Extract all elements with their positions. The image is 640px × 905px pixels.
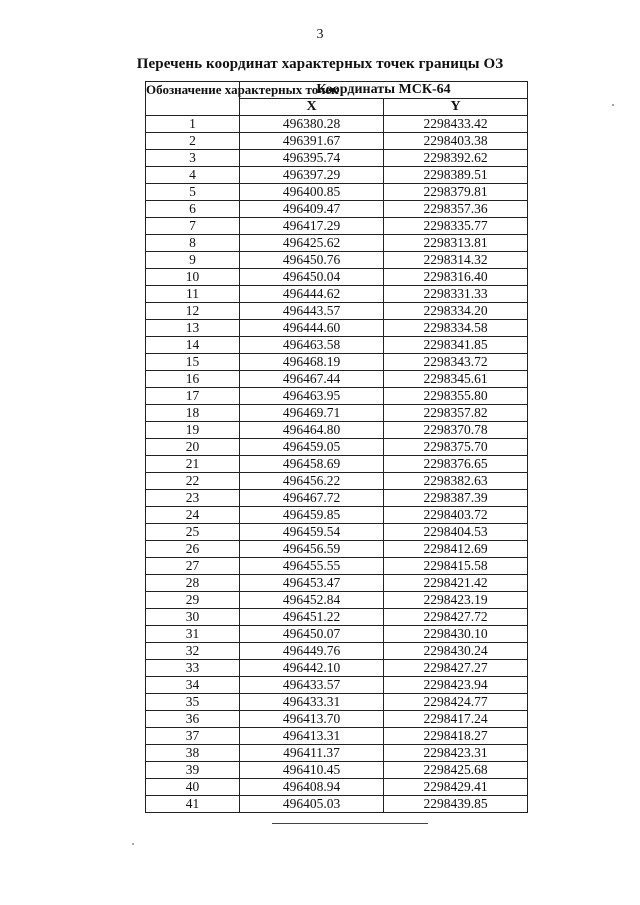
x-coordinate-cell: 496391.67	[240, 133, 384, 150]
y-coordinate-cell: 2298430.10	[384, 626, 528, 643]
y-coordinate-cell: 2298334.58	[384, 320, 528, 337]
point-number-cell: 19	[146, 422, 240, 439]
table-row	[146, 575, 528, 592]
table-row	[146, 371, 528, 388]
y-coordinate-cell: 2298392.62	[384, 150, 528, 167]
x-coordinate-cell: 496456.22	[240, 473, 384, 490]
y-coordinate-cell: 2298424.77	[384, 694, 528, 711]
table-row	[146, 694, 528, 711]
point-number-cell: 27	[146, 558, 240, 575]
point-number-cell: 40	[146, 779, 240, 796]
y-coordinate-cell: 2298341.85	[384, 337, 528, 354]
y-coordinate-cell: 2298387.39	[384, 490, 528, 507]
x-coordinate-cell: 496408.94	[240, 779, 384, 796]
point-number-cell: 11	[146, 286, 240, 303]
point-number-cell: 35	[146, 694, 240, 711]
table-row	[146, 473, 528, 490]
x-coordinate-cell: 496444.60	[240, 320, 384, 337]
y-coordinate-cell: 2298382.63	[384, 473, 528, 490]
y-column-header: Y	[384, 99, 528, 116]
point-number-cell: 18	[146, 405, 240, 422]
point-number-cell: 33	[146, 660, 240, 677]
y-coordinate-cell: 2298379.81	[384, 184, 528, 201]
y-coordinate-cell: 2298316.40	[384, 269, 528, 286]
point-number-cell: 21	[146, 456, 240, 473]
point-number-cell: 5	[146, 184, 240, 201]
y-coordinate-cell: 2298415.58	[384, 558, 528, 575]
y-coordinate-cell: 2298418.27	[384, 728, 528, 745]
table-row	[146, 558, 528, 575]
x-coordinate-cell: 496443.57	[240, 303, 384, 320]
table-row	[146, 609, 528, 626]
y-coordinate-cell: 2298427.72	[384, 609, 528, 626]
table-row	[146, 388, 528, 405]
point-number-cell: 17	[146, 388, 240, 405]
point-number-cell: 25	[146, 524, 240, 541]
table-row	[146, 286, 528, 303]
y-coordinate-cell: 2298355.80	[384, 388, 528, 405]
x-column-header: X	[240, 99, 384, 116]
table-row	[146, 133, 528, 150]
y-coordinate-cell: 2298412.69	[384, 541, 528, 558]
x-coordinate-cell: 496458.69	[240, 456, 384, 473]
point-number-cell: 1	[146, 116, 240, 133]
point-number-cell: 2	[146, 133, 240, 150]
table-row	[146, 643, 528, 660]
x-coordinate-cell: 496452.84	[240, 592, 384, 609]
x-coordinate-cell: 496425.62	[240, 235, 384, 252]
x-coordinate-cell: 496463.58	[240, 337, 384, 354]
table-row	[146, 320, 528, 337]
table-row	[146, 201, 528, 218]
x-coordinate-cell: 496450.07	[240, 626, 384, 643]
y-coordinate-cell: 2298345.61	[384, 371, 528, 388]
x-coordinate-cell: 496450.04	[240, 269, 384, 286]
point-number-cell: 29	[146, 592, 240, 609]
point-number-cell: 4	[146, 167, 240, 184]
table-row	[146, 184, 528, 201]
table-row	[146, 711, 528, 728]
point-number-cell: 34	[146, 677, 240, 694]
table-row	[146, 762, 528, 779]
y-coordinate-cell: 2298430.24	[384, 643, 528, 660]
point-number-cell: 30	[146, 609, 240, 626]
table-row	[146, 303, 528, 320]
point-number-cell: 8	[146, 235, 240, 252]
x-coordinate-cell: 496468.19	[240, 354, 384, 371]
y-coordinate-cell: 2298429.41	[384, 779, 528, 796]
scan-speck	[612, 104, 614, 106]
table-row	[146, 677, 528, 694]
table-row	[146, 269, 528, 286]
x-coordinate-cell: 496409.47	[240, 201, 384, 218]
table-row	[146, 779, 528, 796]
table-row	[146, 218, 528, 235]
x-coordinate-cell: 496400.85	[240, 184, 384, 201]
x-coordinate-cell: 496411.37	[240, 745, 384, 762]
x-coordinate-cell: 496433.31	[240, 694, 384, 711]
table-row	[146, 660, 528, 677]
coords-system-header: Координаты МСК-64	[240, 82, 528, 99]
table-row	[146, 167, 528, 184]
x-coordinate-cell: 496459.05	[240, 439, 384, 456]
scan-speck	[132, 843, 134, 845]
page-number: 3	[316, 27, 324, 42]
y-coordinate-cell: 2298343.72	[384, 354, 528, 371]
coordinates-table	[145, 81, 528, 813]
x-coordinate-cell: 496413.31	[240, 728, 384, 745]
x-coordinate-cell: 496442.10	[240, 660, 384, 677]
x-coordinate-cell: 496467.72	[240, 490, 384, 507]
table-row	[146, 626, 528, 643]
point-number-cell: 3	[146, 150, 240, 167]
table-row	[146, 337, 528, 354]
table-row	[146, 524, 528, 541]
point-number-cell: 24	[146, 507, 240, 524]
x-coordinate-cell: 496410.45	[240, 762, 384, 779]
y-coordinate-cell: 2298403.72	[384, 507, 528, 524]
point-number-cell: 7	[146, 218, 240, 235]
point-number-cell: 14	[146, 337, 240, 354]
point-number-cell: 10	[146, 269, 240, 286]
table-row	[146, 252, 528, 269]
table-row	[146, 456, 528, 473]
y-coordinate-cell: 2298313.81	[384, 235, 528, 252]
y-coordinate-cell: 2298423.19	[384, 592, 528, 609]
y-coordinate-cell: 2298357.82	[384, 405, 528, 422]
y-coordinate-cell: 2298389.51	[384, 167, 528, 184]
x-coordinate-cell: 496459.85	[240, 507, 384, 524]
y-coordinate-cell: 2298417.24	[384, 711, 528, 728]
point-number-cell: 26	[146, 541, 240, 558]
x-coordinate-cell: 496455.55	[240, 558, 384, 575]
point-number-cell: 22	[146, 473, 240, 490]
x-coordinate-cell: 496395.74	[240, 150, 384, 167]
x-coordinate-cell: 496451.22	[240, 609, 384, 626]
point-number-cell: 16	[146, 371, 240, 388]
table-row	[146, 592, 528, 609]
point-number-cell: 32	[146, 643, 240, 660]
y-coordinate-cell: 2298421.42	[384, 575, 528, 592]
x-coordinate-cell: 496405.03	[240, 796, 384, 813]
table-row	[146, 405, 528, 422]
table-row	[146, 150, 528, 167]
y-coordinate-cell: 2298375.70	[384, 439, 528, 456]
point-number-cell: 9	[146, 252, 240, 269]
table-row	[146, 439, 528, 456]
table-row	[146, 745, 528, 762]
x-coordinate-cell: 496444.62	[240, 286, 384, 303]
point-number-cell: 13	[146, 320, 240, 337]
footer-rule	[272, 823, 428, 824]
x-coordinate-cell: 496459.54	[240, 524, 384, 541]
x-coordinate-cell: 496463.95	[240, 388, 384, 405]
y-coordinate-cell: 2298427.27	[384, 660, 528, 677]
point-label-header: Обозначение характерных точек	[146, 82, 240, 116]
y-coordinate-cell: 2298314.32	[384, 252, 528, 269]
point-number-cell: 39	[146, 762, 240, 779]
y-coordinate-cell: 2298403.38	[384, 133, 528, 150]
y-coordinate-cell: 2298334.20	[384, 303, 528, 320]
y-coordinate-cell: 2298433.42	[384, 116, 528, 133]
y-coordinate-cell: 2298335.77	[384, 218, 528, 235]
x-coordinate-cell: 496417.29	[240, 218, 384, 235]
x-coordinate-cell: 496453.47	[240, 575, 384, 592]
y-coordinate-cell: 2298439.85	[384, 796, 528, 813]
table-row	[146, 354, 528, 371]
point-number-cell: 41	[146, 796, 240, 813]
point-number-cell: 20	[146, 439, 240, 456]
y-coordinate-cell: 2298425.68	[384, 762, 528, 779]
table-row	[146, 796, 528, 813]
y-coordinate-cell: 2298357.36	[384, 201, 528, 218]
y-coordinate-cell: 2298376.65	[384, 456, 528, 473]
table-row	[146, 507, 528, 524]
point-number-cell: 6	[146, 201, 240, 218]
table-row	[146, 490, 528, 507]
x-coordinate-cell: 496397.29	[240, 167, 384, 184]
table-row	[146, 541, 528, 558]
table-row	[146, 235, 528, 252]
table-row	[146, 116, 528, 133]
point-number-cell: 38	[146, 745, 240, 762]
point-number-cell: 36	[146, 711, 240, 728]
x-coordinate-cell: 496433.57	[240, 677, 384, 694]
y-coordinate-cell: 2298404.53	[384, 524, 528, 541]
y-coordinate-cell: 2298370.78	[384, 422, 528, 439]
x-coordinate-cell: 496380.28	[240, 116, 384, 133]
table-row	[146, 728, 528, 745]
point-number-cell: 23	[146, 490, 240, 507]
y-coordinate-cell: 2298423.31	[384, 745, 528, 762]
x-coordinate-cell: 496450.76	[240, 252, 384, 269]
y-coordinate-cell: 2298331.33	[384, 286, 528, 303]
point-number-cell: 28	[146, 575, 240, 592]
x-coordinate-cell: 496469.71	[240, 405, 384, 422]
point-number-cell: 37	[146, 728, 240, 745]
point-number-cell: 15	[146, 354, 240, 371]
x-coordinate-cell: 496464.80	[240, 422, 384, 439]
y-coordinate-cell: 2298423.94	[384, 677, 528, 694]
coordinates-table-body	[146, 116, 528, 813]
x-coordinate-cell: 496449.76	[240, 643, 384, 660]
x-coordinate-cell: 496413.70	[240, 711, 384, 728]
point-number-cell: 12	[146, 303, 240, 320]
table-row	[146, 422, 528, 439]
x-coordinate-cell: 496467.44	[240, 371, 384, 388]
document-title: Перечень координат характерных точек границы ОЗ	[136, 56, 504, 72]
point-number-cell: 31	[146, 626, 240, 643]
x-coordinate-cell: 496456.59	[240, 541, 384, 558]
